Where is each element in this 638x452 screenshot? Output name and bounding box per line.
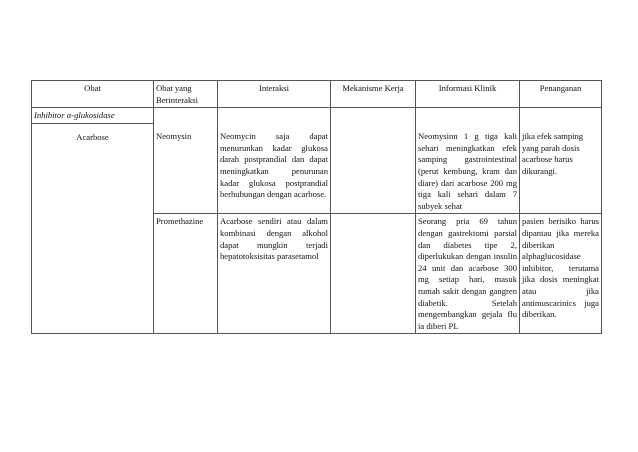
empty-cell — [331, 108, 416, 124]
informasi-cell — [416, 123, 520, 214]
header-interaksi: Interaksi — [218, 81, 331, 108]
penanganan-text: pasien berisiko harus dipantau jika mereka diberikan alphaglucosidase inhibitor, terutama jika dosis meningkat atau jika antimuscarinics juga diberikan. — [522, 216, 599, 320]
table-row — [32, 123, 602, 214]
interaksi-cell — [218, 214, 331, 334]
group-row — [32, 108, 602, 124]
mekanisme-cell — [331, 214, 416, 334]
group-label-cell — [32, 108, 154, 124]
interaksi-text: Acarbose sendiri atau dalam kombinasi dengan alkohol dapat mungkin terjadi hepatotoksisitas parasetamol — [220, 216, 328, 262]
empty-cell — [416, 108, 520, 124]
header-penanganan: Penanganan — [520, 81, 602, 108]
interaksi-text: Neomycin saja dapat menurunkan kadar glukosa darah postprandial dan dapat meningkatkan penurunan kadar glukosa postprandial berhubungan dengan acarbose. — [220, 131, 328, 200]
group-label: Inhibitor α-glukosidase — [34, 110, 115, 121]
penanganan-cell — [520, 123, 602, 214]
obat-name: Acarbose — [76, 131, 109, 142]
drug-interaction-table — [31, 80, 602, 334]
header-obat: Obat — [32, 81, 154, 108]
obat-yang-cell — [154, 123, 218, 214]
obat-yang-cell — [154, 214, 218, 334]
header-obat-yang-berinteraksi: Obat yang Berinteraksi — [154, 81, 218, 108]
mekanisme-cell — [331, 123, 416, 214]
header-mekanisme-kerja: Mekanisme Kerja — [331, 81, 416, 108]
header-informasi-klinik: Informasi Klinik — [416, 81, 520, 108]
empty-cell — [154, 108, 218, 124]
informasi-text: Neomysinn 1 g tiga kali sehari meningkatkan efek samping gastrointestinal (perut kembung, kram dan diare) dari acarbose 200 mg tiga kali sehari dalam 7 subyek sehat — [418, 131, 517, 211]
penanganan-text: jika efek samping yang parah dosis acarbose harus dikurangi. — [522, 131, 584, 177]
informasi-text: Seorang pria 69 tahun dengan gastrektomi parsial dan diabetes tipe 2, diperlukukan dengan insulin 24 unit dan acarbose 300 mg setiap hari, masuk rumah sakit dengan gangren diabetik. Setelah mengembangkan gejala flu ia diberi PL — [418, 216, 517, 331]
obat-cell — [32, 123, 154, 334]
obat-yang-name: Promethazine — [156, 216, 204, 227]
empty-cell — [218, 108, 331, 124]
informasi-cell — [416, 214, 520, 334]
penanganan-cell — [520, 214, 602, 334]
table-header-row — [32, 81, 602, 108]
interaksi-cell — [218, 123, 331, 214]
empty-cell — [520, 108, 602, 124]
obat-yang-name: Neomysin — [156, 131, 192, 142]
